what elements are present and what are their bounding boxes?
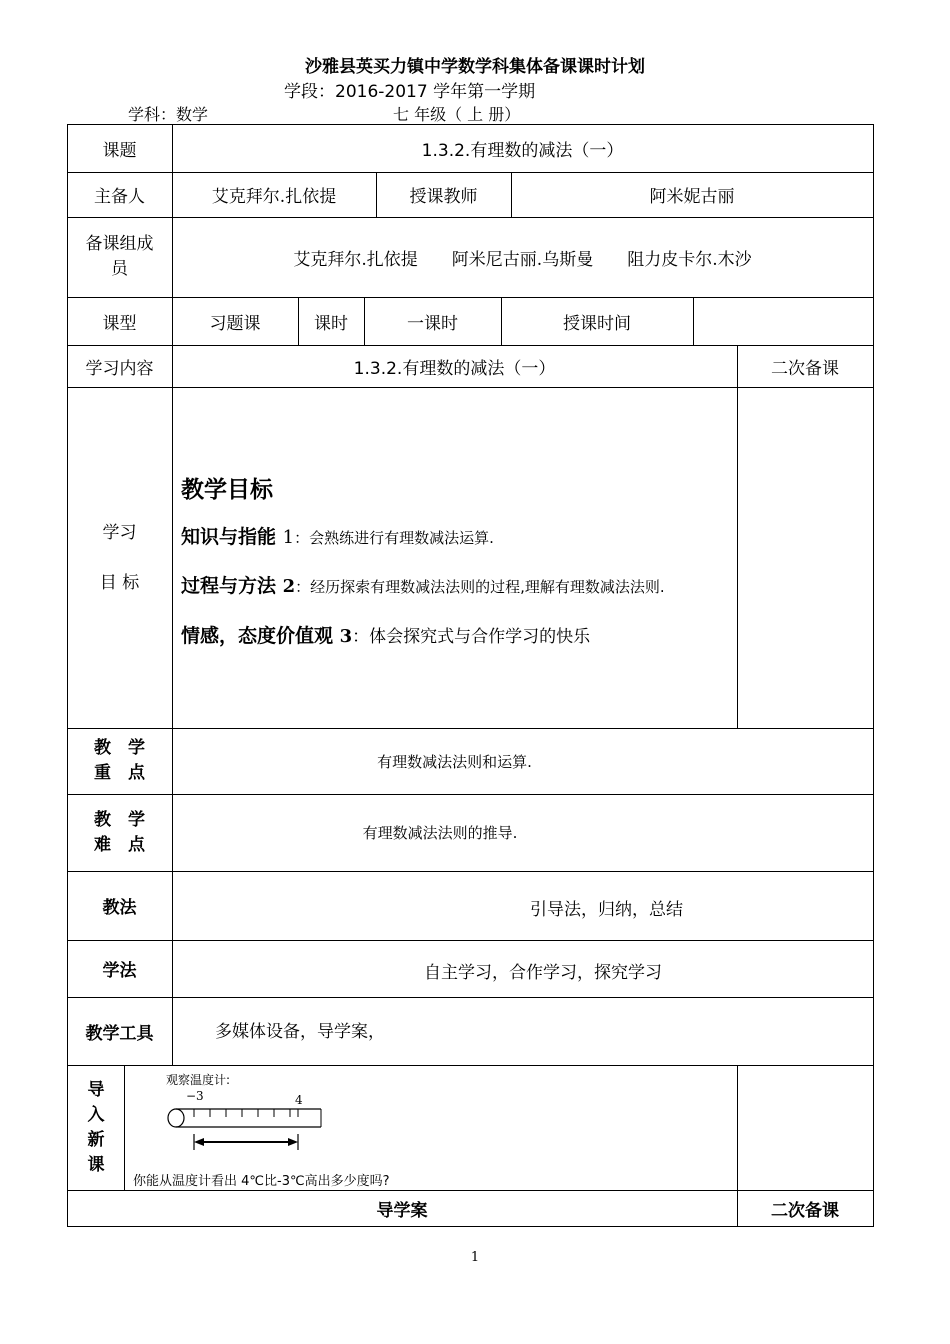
members-value: 艾克拜尔.扎依提 阿米尼古丽.乌斯曼 阻力皮卡尔.木沙 xyxy=(293,249,752,270)
objectives-heading: 教学目标 xyxy=(181,477,273,503)
goal-label-line1: 学习 xyxy=(102,522,137,543)
difficulty-value: 有理数减法法则的推导. xyxy=(362,824,518,842)
members-label xyxy=(67,217,172,297)
intro-char-3: 新 xyxy=(87,1130,105,1150)
tools-value: 多媒体设备，导学案， xyxy=(215,1022,385,1042)
objective-process-text: ：经历探索有理数减法法则的过程,理解有理数减法法则. xyxy=(295,578,665,596)
time-label: 授课时间 xyxy=(563,313,631,334)
topic-value: 1.3.2.有理数的减法（一） xyxy=(421,140,624,161)
subject-label: 学科：数学 xyxy=(128,105,209,124)
term-label: 学段：2016-2017 学年第一学期 xyxy=(284,82,536,102)
topic-label: 课题 xyxy=(102,140,137,161)
thermometer-diagram xyxy=(164,1104,326,1152)
learn-value: 自主学习，合作学习，探究学习 xyxy=(424,963,662,983)
plan-title: 沙雅县英买力镇中学数学科集体备课课时计划 xyxy=(305,57,645,77)
second-prep-header: 二次备课 xyxy=(771,358,839,379)
objective-emotion-label: 情感，态度价值观 xyxy=(181,625,340,647)
key-label-line2: 重 点 xyxy=(94,763,145,783)
goal-label xyxy=(67,387,172,728)
objective-emotion xyxy=(181,621,590,648)
objective-knowledge xyxy=(181,522,494,549)
thermometer-right-label: 4 xyxy=(295,1093,303,1107)
period-value: 一课时 xyxy=(407,313,458,334)
objective-process xyxy=(181,571,665,598)
period-label: 课时 xyxy=(314,313,348,334)
members-label-line1: 备课组成 xyxy=(85,234,154,254)
key-label xyxy=(67,728,172,794)
content-label: 学习内容 xyxy=(85,358,154,379)
second-prep-footer: 二次备课 xyxy=(771,1200,839,1221)
learn-label: 学法 xyxy=(102,961,137,981)
type-label: 课型 xyxy=(102,313,137,334)
members-label-line2: 员 xyxy=(111,259,128,279)
intro-char-4: 课 xyxy=(87,1155,105,1175)
method-value: 引导法，归纳，总结 xyxy=(530,900,683,920)
teacher-label: 授课教师 xyxy=(409,187,478,207)
teacher-value: 阿米妮古丽 xyxy=(649,187,735,207)
difficulty-label xyxy=(67,794,172,871)
lead-value: 艾克拜尔.扎依提 xyxy=(211,187,337,207)
guide-label: 导学案 xyxy=(376,1200,428,1221)
content-value: 1.3.2.有理数的减法（一） xyxy=(353,358,556,379)
type-value: 习题课 xyxy=(209,313,261,334)
objective-process-label: 过程与方法 xyxy=(181,575,283,597)
objective-emotion-num: 3 xyxy=(339,626,353,647)
thermometer-left-label: −3 xyxy=(186,1089,204,1103)
key-value: 有理数减法法则和运算. xyxy=(377,752,532,771)
goal-label-line2: 目 标 xyxy=(99,572,140,593)
time-value xyxy=(693,297,873,345)
objective-process-num: 2 xyxy=(282,576,296,597)
intro-char-2: 入 xyxy=(87,1105,105,1125)
tools-label: 教学工具 xyxy=(85,1023,154,1044)
method-label: 教法 xyxy=(102,898,137,918)
objective-knowledge-num: 1 xyxy=(282,527,295,548)
intro-caption: 观察温度计: xyxy=(166,1073,231,1087)
grade-label: 七 年级（ 上 册） xyxy=(393,105,521,124)
difficulty-label-line1: 教 学 xyxy=(94,809,145,830)
objective-emotion-text: ：体会探究式与合作学习的快乐 xyxy=(352,627,591,647)
difficulty-label-line2: 难 点 xyxy=(94,834,145,855)
key-label-line1: 教 学 xyxy=(94,738,145,758)
lead-label: 主备人 xyxy=(94,187,145,207)
intro-question: 你能从温度计看出 4℃比-3℃高出多少度吗? xyxy=(133,1174,390,1189)
intro-char-1: 导 xyxy=(87,1080,105,1100)
objective-knowledge-label: 知识与指能 xyxy=(181,526,283,548)
objective-knowledge-text: ：会熟练进行有理数减法运算. xyxy=(294,529,494,547)
page-number: 1 xyxy=(470,1250,480,1265)
